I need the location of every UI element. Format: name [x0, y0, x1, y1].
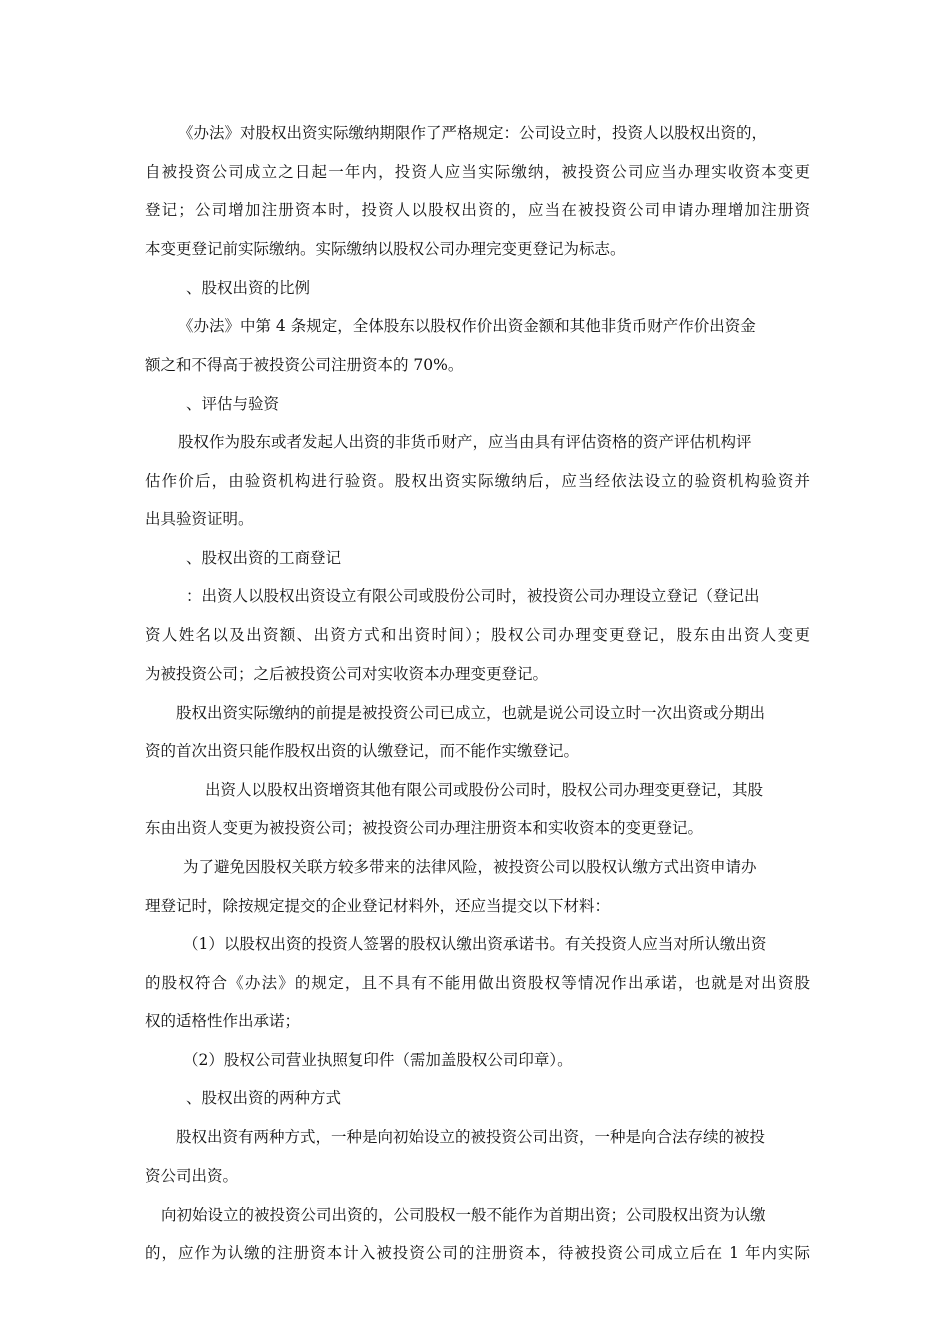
- text-line: 东由出资人变更为被投资公司；被投资公司办理注册资本和实收资本的变更登记。: [145, 819, 704, 837]
- text-line: ：出资人以股权出资设立有限公司或股份公司时，被投资公司办理设立登记（登记出: [186, 587, 760, 605]
- text-line: 股权作为股东或者发起人出资的非货币财产，应当由具有评估资格的资产评估机构评: [178, 433, 752, 451]
- text-line: 为被投资公司；之后被投资公司对实收资本办理变更登记。: [145, 665, 549, 683]
- text-line: 资公司出资。: [145, 1167, 239, 1185]
- list-item: （1）以股权出资的投资人签署的股权认缴出资承诺书。有关投资人应当对所认缴出资: [183, 935, 767, 953]
- list-item: （2）股权公司营业执照复印件（需加盖股权公司印章）。: [183, 1051, 573, 1069]
- text-line: 权的适格性作出承诺；: [145, 1012, 301, 1030]
- text-line: 股权出资实际缴纳的前提是被投资公司已成立，也就是说公司设立时一次出资或分期出: [176, 704, 766, 722]
- text-line: 额之和不得高于被投资公司注册资本的 70%。: [145, 356, 464, 374]
- section-heading: 、股权出资的比例: [186, 279, 311, 297]
- section-heading: 、股权出资的两种方式: [186, 1089, 342, 1107]
- section-heading: 、股权出资的工商登记: [186, 549, 342, 567]
- text-line: 的，应作为认缴的注册资本计入被投资公司的注册资本，待被投资公司成立后在 1 年内实际: [145, 1244, 810, 1262]
- text-line: 的股权符合《办法》的规定，且不具有不能用做出资股权等情况作出承诺，也就是对出资股: [145, 974, 810, 992]
- text-line: 估作价后，由验资机构进行验资。股权出资实际缴纳后，应当经依法设立的验资机构验资并: [145, 472, 810, 490]
- text-line: 登记；公司增加注册资本时，投资人以股权出资的，应当在被投资公司申请办理增加注册资: [145, 201, 810, 219]
- section-heading: 、评估与验资: [186, 395, 280, 413]
- text-line: 向初始设立的被投资公司出资的，公司股权一般不能作为首期出资；公司股权出资为认缴: [161, 1206, 766, 1224]
- text-line: 自被投资公司成立之日起一年内，投资人应当实际缴纳，被投资公司应当办理实收资本变更: [145, 163, 810, 181]
- text-line: 出具验资证明。: [145, 510, 254, 528]
- text-line: 资人姓名以及出资额、出资方式和出资时间）；股权公司办理变更登记，股东由出资人变更: [145, 626, 810, 644]
- text-line: 股权出资有两种方式，一种是向初始设立的被投资公司出资，一种是向合法存续的被投: [176, 1128, 766, 1146]
- text-line: 理登记时，除按规定提交的企业登记材料外，还应当提交以下材料：: [145, 897, 611, 915]
- text-line: 为了避免因股权关联方较多带来的法律风险，被投资公司以股权认缴方式出资申请办: [183, 858, 757, 876]
- text-line: 出资人以股权出资增资其他有限公司或股份公司时，股权公司办理变更登记，其股: [205, 781, 764, 799]
- text-line: 本变更登记前实际缴纳。实际缴纳以股权公司办理完变更登记为标志。: [145, 240, 626, 258]
- text-line: 《办法》对股权出资实际缴纳期限作了严格规定：公司设立时，投资人以股权出资的，: [178, 124, 768, 142]
- text-line: 《办法》中第 4 条规定，全体股东以股权作价出资金额和其他非货币财产作价出资金: [178, 317, 756, 335]
- text-line: 资的首次出资只能作股权出资的认缴登记，而不能作实缴登记。: [145, 742, 580, 760]
